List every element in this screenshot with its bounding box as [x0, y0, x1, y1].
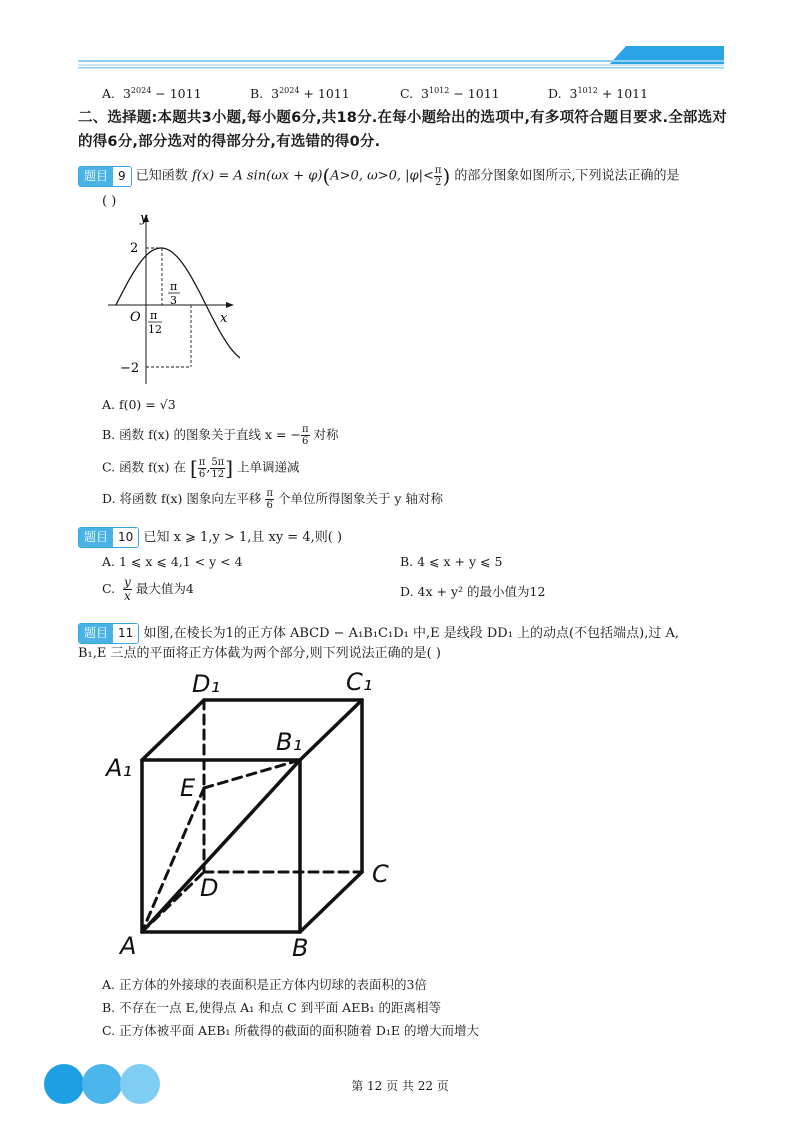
cube-figure — [100, 664, 410, 964]
y-min-label: −2 — [120, 361, 140, 376]
label-a1: A₁ — [106, 754, 133, 782]
q9-option-a: A. f(0) = √3 — [102, 397, 176, 412]
label-b: B — [292, 934, 309, 962]
tick-pi-3-num: π — [170, 280, 178, 293]
y-axis-label: y — [140, 212, 148, 226]
tick-pi-12-num: π — [150, 309, 158, 322]
question-11-stem: 题目 11 如图,在棱长为1的正方体 ABCD − A₁B₁C₁D₁ 中,E 是线段 DD₁ 上的动点(不包括端点),过 A, — [78, 622, 679, 644]
x-axis-label: x — [220, 311, 228, 326]
question-9-stem: 题目 9 已知函数 f(x) = A sin(ωx + φ)(A>0, ω>0, |φ|< $\frac{\pi}{2}$ ) 的部分图象如图所示,下列说法正确的是 — [78, 164, 680, 188]
q10-option-b: B. 4 ⩽ x + y ⩽ 5 — [400, 554, 503, 569]
label-c: C — [372, 860, 389, 888]
question-badge-9: 题目 9 — [78, 166, 132, 187]
q9-option-b: B. 函数 f(x) 的图象关于直线 x = − $\frac{\pi}{6}$ 对称 — [102, 424, 339, 447]
label-e: E — [180, 774, 196, 802]
prev-option-c: C. $3^{1012} - 1011$ — [400, 86, 500, 101]
tick-pi-3-den: 3 — [170, 294, 177, 307]
q9-option-c: C. 函数 f(x) 在 [ $\frac{\pi}{6}$ , $\frac{5\pi}{12}$ ] 上单调递减 — [102, 456, 300, 480]
prev-option-a: A. $3^{2024} - 1011$ — [102, 86, 202, 101]
label-a: A — [120, 932, 137, 960]
sine-graph — [100, 212, 240, 387]
q10-option-a: A. 1 ⩽ x ⩽ 4,1 < y < 4 — [102, 554, 243, 569]
label-d: D — [200, 874, 219, 902]
section-heading: 二、选择题:本题共3小题,每小题6分,共18分.在每小题给出的选项中,有多项符合题目要求.全部选对的得6分,部分选对的得部分分,有选错的得0分. — [78, 110, 727, 150]
question-11-stem-line2: B₁,E 三点的平面将正方体截为两个部分,则下列说法正确的是( ) — [78, 646, 441, 661]
label-c1: C₁ — [346, 668, 373, 696]
header-bar — [78, 46, 724, 70]
q10-option-d: D. 4x + y² 的最小值为12 — [400, 584, 546, 599]
page-number: 第 12 页 共 22 页 — [351, 1079, 449, 1093]
label-d1: D₁ — [192, 670, 221, 698]
prev-option-d: D. $3^{1012} + 1011$ — [548, 86, 649, 101]
q11-option-c: C. 正方体被平面 AEB₁ 所截得的截面的面积随着 D₁E 的增大而增大 — [102, 1023, 479, 1038]
prev-option-b: B. $3^{2024} + 1011$ — [250, 86, 350, 101]
question-badge-10: 题目 10 — [78, 527, 139, 548]
q11-option-a: A. 正方体的外接球的表面积是正方体内切球的表面积的3倍 — [102, 977, 427, 992]
q11-option-b: B. 不存在一点 E,使得点 A₁ 和点 C 到平面 AEB₁ 的距离相等 — [102, 1000, 441, 1015]
tick-pi-12-den: 12 — [148, 323, 162, 336]
question-9-answer-paren: ( ) — [102, 194, 117, 209]
q10-option-c: C. $\frac{y}{x}$ 最大值为4 — [102, 575, 194, 603]
q9-option-d: D. 将函数 f(x) 图象向左平移 $\frac{\pi}{6}$ 个单位所得图象关于 y 轴对称 — [102, 488, 443, 511]
y-max-label: 2 — [130, 241, 139, 256]
origin-label: O — [130, 310, 141, 325]
question-badge-11: 题目 11 — [78, 623, 139, 644]
x-axis-arrow — [226, 302, 234, 308]
question-10-stem: 题目 10 已知 x ⩾ 1,y > 1,且 xy = 4,则( ) — [78, 526, 342, 548]
label-b1: B₁ — [276, 728, 303, 756]
